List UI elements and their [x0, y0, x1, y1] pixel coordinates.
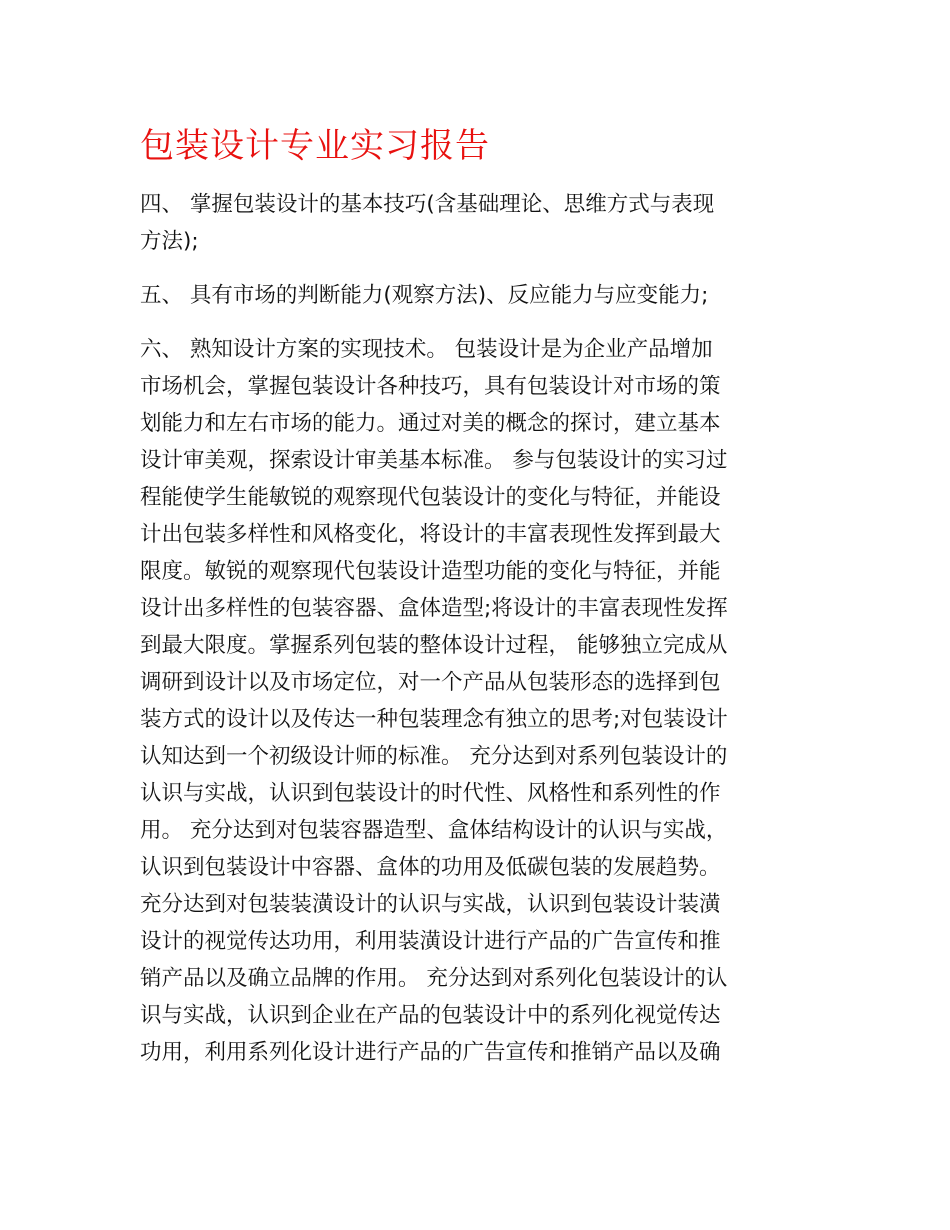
text-line: 六、 熟知设计方案的实现技术。 包装设计是为企业产品增加	[140, 337, 713, 362]
text-line: 计出包装多样性和风格变化，将设计的丰富表现性发挥到最大	[140, 522, 721, 547]
text-line: 方法);	[140, 229, 199, 254]
text-line: 划能力和左右市场的能力。通过对美的概念的探讨，建立基本	[140, 411, 721, 436]
text-line: 到最大限度。掌握系列包装的整体设计过程， 能够独立完成从	[140, 633, 728, 658]
text-line: 充分达到对包装装潢设计的认识与实战，认识到包装设计装潢	[140, 892, 721, 917]
document-body	[140, 186, 820, 1088]
text-line: 设计审美观，探索设计审美基本标准。 参与包装设计的实习过	[140, 448, 728, 473]
text-line: 市场机会，掌握包装设计各种技巧，具有包装设计对市场的策	[140, 374, 721, 399]
text-line: 用。 充分达到对包装容器造型、盒体结构设计的认识与实战，	[140, 818, 728, 843]
page-title: 包装设计专业实习报告	[140, 126, 490, 166]
text-line: 功用，利用系列化设计进行产品的广告宣传和推销产品以及确	[140, 1040, 721, 1065]
text-line: 四、 掌握包装设计的基本技巧(含基础理论、思维方式与表现	[140, 192, 715, 217]
text-line: 设计出多样性的包装容器、盒体造型;将设计的丰富表现性发挥	[140, 596, 728, 621]
text-line: 调研到设计以及市场定位，对一个产品从包装形态的选择到包	[140, 670, 721, 695]
text-line: 五、 具有市场的判断能力(观察方法)、反应能力与应变能力;	[140, 283, 709, 308]
text-line: 认知达到一个初级设计师的标准。 充分达到对系列包装设计的	[140, 744, 728, 769]
text-line: 程能使学生能敏锐的观察现代包装设计的变化与特征，并能设	[140, 485, 721, 510]
text-line: 限度。敏锐的观察现代包装设计造型功能的变化与特征，并能	[140, 559, 721, 584]
text-line: 设计的视觉传达功用，利用装潢设计进行产品的广告宣传和推	[140, 929, 721, 954]
paragraph-item-five	[140, 277, 820, 314]
text-line: 识与实战，认识到企业在产品的包装设计中的系列化视觉传达	[140, 1003, 721, 1028]
text-line: 销产品以及确立品牌的作用。 充分达到对系列化包装设计的认	[140, 966, 728, 991]
text-line: 装方式的设计以及传达一种包装理念有独立的思考;对包装设计	[140, 707, 728, 732]
paragraph-item-four	[140, 186, 820, 260]
paragraph-item-six	[140, 331, 820, 1071]
text-line: 认识到包装设计中容器、盒体的功用及低碳包装的发展趋势。	[140, 855, 721, 880]
text-line: 认识与实战，认识到包装设计的时代性、风格性和系列性的作	[140, 781, 721, 806]
